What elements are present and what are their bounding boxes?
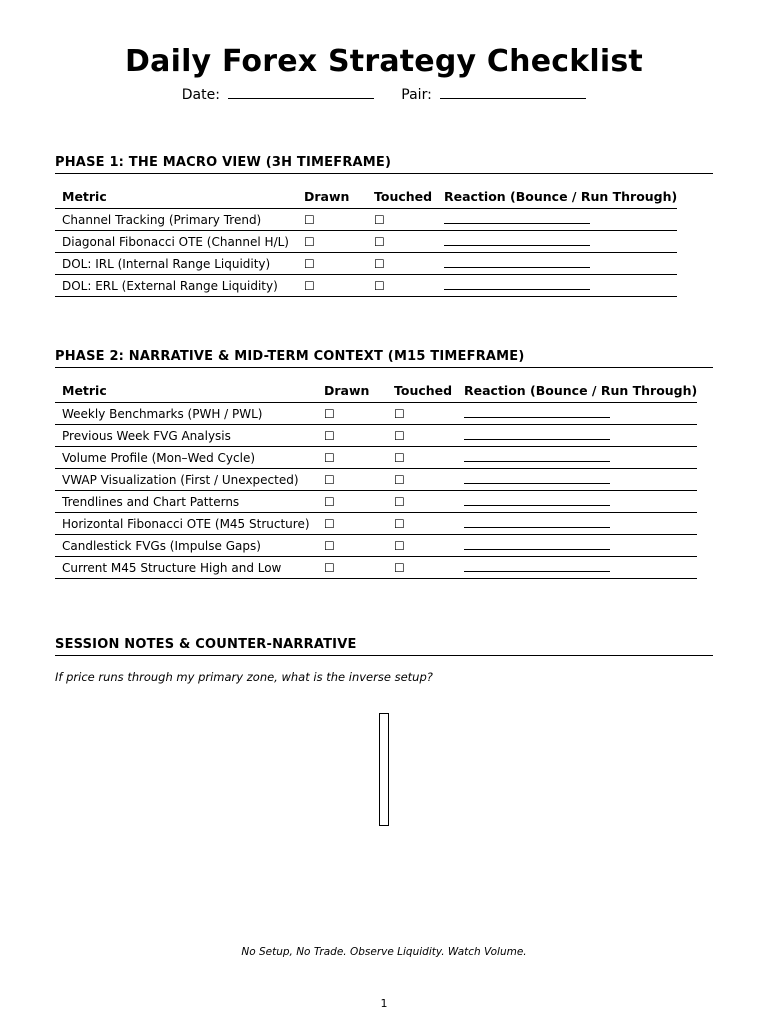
drawn-checkbox[interactable]: ☐ (304, 278, 315, 293)
table-row (55, 403, 697, 425)
table-header-row (55, 184, 677, 209)
drawn-checkbox[interactable]: ☐ (324, 406, 335, 421)
drawn-checkbox[interactable]: ☐ (324, 428, 335, 443)
metric-cell: VWAP Visualization (First / Unexpected) (55, 469, 317, 491)
table-row (55, 425, 697, 447)
table-row (55, 469, 697, 491)
page-number: 1 (380, 997, 388, 1010)
reaction-field[interactable] (444, 280, 590, 290)
phase1-table (55, 184, 677, 297)
drawn-checkbox[interactable]: ☐ (304, 234, 315, 249)
date-field[interactable] (228, 86, 374, 99)
metric-cell: Candlestick FVGs (Impulse Gaps) (55, 535, 317, 557)
pair-label: Pair: (401, 87, 432, 103)
reaction-field[interactable] (464, 408, 610, 418)
column-header: Reaction (Bounce / Run Through) (437, 184, 677, 209)
table-row (55, 513, 697, 535)
column-header: Touched (387, 378, 457, 403)
metric-cell: Current M45 Structure High and Low (55, 557, 317, 579)
pair-field[interactable] (440, 86, 586, 99)
touched-checkbox[interactable]: ☐ (394, 428, 405, 443)
reaction-field[interactable] (444, 258, 590, 268)
notes-input-box[interactable] (379, 713, 389, 826)
touched-checkbox[interactable]: ☐ (394, 406, 405, 421)
notes-title: SESSION NOTES & COUNTER-NARRATIVE (55, 637, 713, 656)
reaction-field[interactable] (464, 430, 610, 440)
drawn-checkbox[interactable]: ☐ (324, 472, 335, 487)
touched-checkbox[interactable]: ☐ (394, 472, 405, 487)
table-row (55, 231, 677, 253)
table-row (55, 535, 697, 557)
touched-checkbox[interactable]: ☐ (394, 560, 405, 575)
table-row (55, 209, 677, 231)
notes-prompt: If price runs through my primary zone, what is the inverse setup? (55, 670, 433, 684)
table-row (55, 447, 697, 469)
touched-checkbox[interactable]: ☐ (394, 538, 405, 553)
page-title: Daily Forex Strategy Checklist (125, 44, 643, 79)
drawn-checkbox[interactable]: ☐ (324, 538, 335, 553)
metric-cell: Diagonal Fibonacci OTE (Channel H/L) (55, 231, 297, 253)
touched-checkbox[interactable]: ☐ (374, 278, 385, 293)
touched-checkbox[interactable]: ☐ (374, 256, 385, 271)
metric-cell: Horizontal Fibonacci OTE (M45 Structure) (55, 513, 317, 535)
table-row (55, 253, 677, 275)
table-header-row (55, 378, 697, 403)
touched-checkbox[interactable]: ☐ (394, 516, 405, 531)
touched-checkbox[interactable]: ☐ (374, 234, 385, 249)
reaction-field[interactable] (464, 452, 610, 462)
column-header: Metric (55, 184, 297, 209)
metric-cell: DOL: IRL (Internal Range Liquidity) (55, 253, 297, 275)
phase1-title: PHASE 1: THE MACRO VIEW (3H TIMEFRAME) (55, 155, 713, 174)
table-row (55, 557, 697, 579)
drawn-checkbox[interactable]: ☐ (304, 212, 315, 227)
reaction-field[interactable] (464, 518, 610, 528)
reaction-field[interactable] (464, 474, 610, 484)
reaction-field[interactable] (464, 540, 610, 550)
metric-cell: Channel Tracking (Primary Trend) (55, 209, 297, 231)
reaction-field[interactable] (444, 214, 590, 224)
metric-cell: Trendlines and Chart Patterns (55, 491, 317, 513)
column-header: Reaction (Bounce / Run Through) (457, 378, 697, 403)
column-header: Drawn (317, 378, 387, 403)
drawn-checkbox[interactable]: ☐ (324, 516, 335, 531)
metric-cell: Weekly Benchmarks (PWH / PWL) (55, 403, 317, 425)
column-header: Metric (55, 378, 317, 403)
phase2-table (55, 378, 697, 579)
drawn-checkbox[interactable]: ☐ (324, 450, 335, 465)
reaction-field[interactable] (444, 236, 590, 246)
reaction-field[interactable] (464, 562, 610, 572)
metric-cell: DOL: ERL (External Range Liquidity) (55, 275, 297, 297)
column-header: Drawn (297, 184, 367, 209)
date-label: Date: (181, 87, 220, 103)
table-row (55, 491, 697, 513)
metric-cell: Volume Profile (Mon–Wed Cycle) (55, 447, 317, 469)
metric-cell: Previous Week FVG Analysis (55, 425, 317, 447)
drawn-checkbox[interactable]: ☐ (304, 256, 315, 271)
drawn-checkbox[interactable]: ☐ (324, 494, 335, 509)
drawn-checkbox[interactable]: ☐ (324, 560, 335, 575)
touched-checkbox[interactable]: ☐ (374, 212, 385, 227)
footer-motto: No Setup, No Trade. Observe Liquidity. Watch Volume. (241, 946, 527, 958)
touched-checkbox[interactable]: ☐ (394, 494, 405, 509)
column-header: Touched (367, 184, 437, 209)
reaction-field[interactable] (464, 496, 610, 506)
table-row (55, 275, 677, 297)
touched-checkbox[interactable]: ☐ (394, 450, 405, 465)
phase2-title: PHASE 2: NARRATIVE & MID-TERM CONTEXT (M15 TIMEFRAME) (55, 349, 713, 368)
date-pair-row (0, 86, 768, 103)
